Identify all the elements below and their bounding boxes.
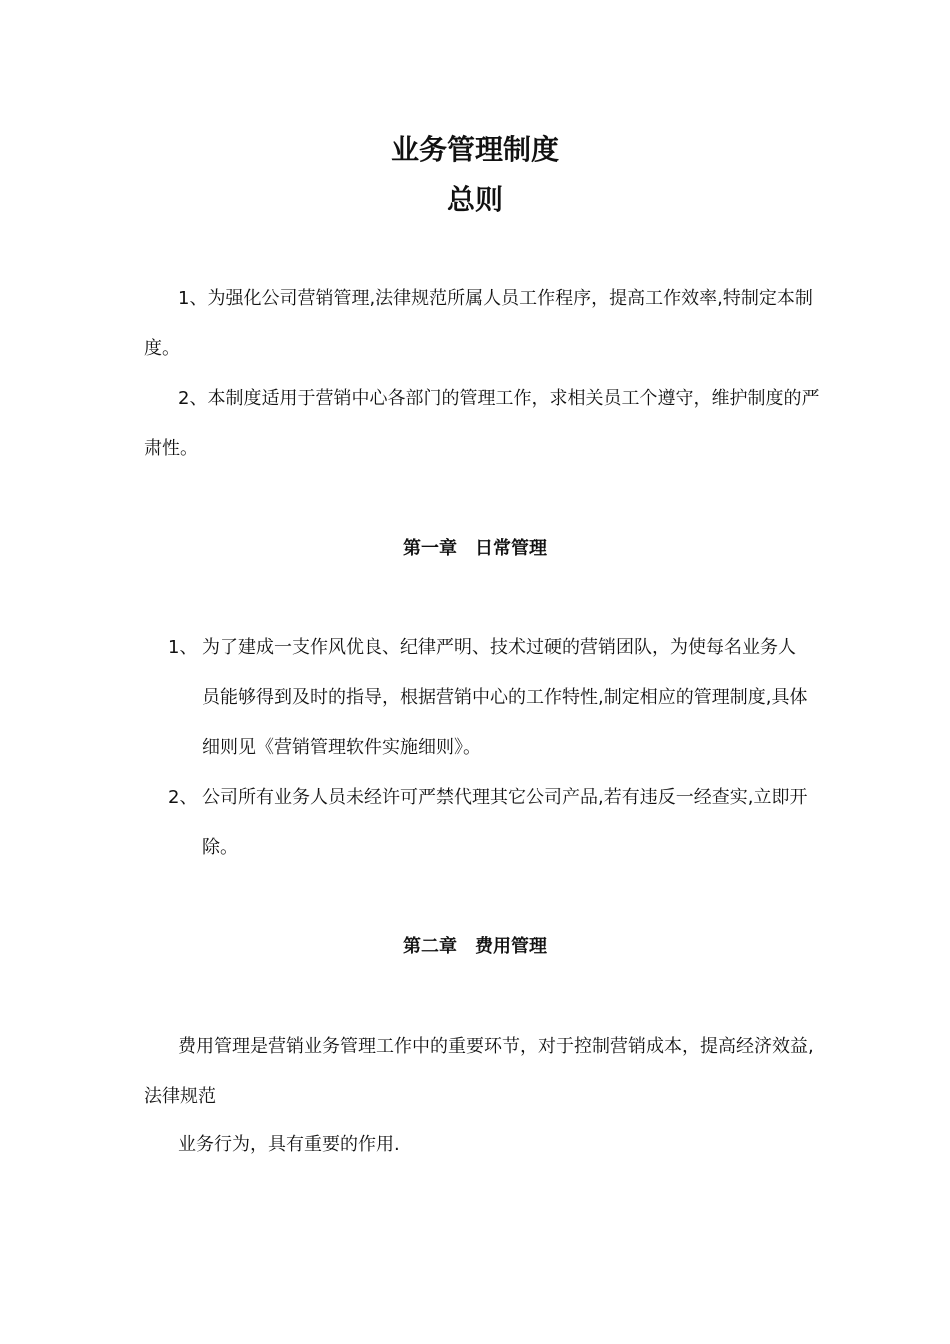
chapter-2-heading [0, 935, 950, 959]
list-item-text: 公司所有业务人员未经许可严禁代理其它公司产品,若有违反一经查实,立即开除。 [202, 787, 808, 858]
chapter-2-paragraph-1-text: 费用管理是营销业务管理工作中的重要环节，对于控制营销成本，提高经济效益,法律规范 [144, 1036, 814, 1107]
document-title: 业务管理制度 [390, 133, 559, 166]
chapter-2-paragraph-2 [144, 1120, 824, 1170]
general-paragraph-2 [144, 374, 824, 474]
general-paragraph-1-text: 1、为强化公司营销管理,法律规范所属人员工作程序，提高工作效率,特制定本制度。 [144, 288, 813, 359]
chapter-1-list [0, 623, 950, 873]
chapter-2-paragraph-1 [144, 1022, 824, 1122]
chapter-1-heading [0, 537, 950, 561]
list-item [0, 623, 950, 773]
chapter-2-number: 第二章 [403, 936, 457, 957]
chapter-1-number: 第一章 [403, 538, 457, 559]
general-paragraph-2-text: 2、本制度适用于营销中心各部门的管理工作，求相关员工个遵守，维护制度的严肃性。 [144, 388, 820, 459]
list-item-number: 1、 [168, 637, 198, 658]
chapter-1-title: 日常管理 [475, 538, 547, 559]
chapter-2-title: 费用管理 [475, 936, 547, 957]
list-item-text: 为了建成一支作风优良、纪律严明、技术过硬的营销团队，为使每名业务人员能够得到及时的指导，根据营销中心的工作特性,制定相应的管理制度,具体细则见《营销管理软件实施细则》。 [202, 637, 808, 758]
document-subtitle: 总则 [446, 183, 503, 216]
chapter-2-paragraph-2-text: 业务行为，具有重要的作用. [178, 1134, 400, 1155]
general-paragraph-1 [144, 274, 824, 374]
list-item [0, 773, 950, 873]
list-item-number: 2、 [168, 787, 198, 808]
